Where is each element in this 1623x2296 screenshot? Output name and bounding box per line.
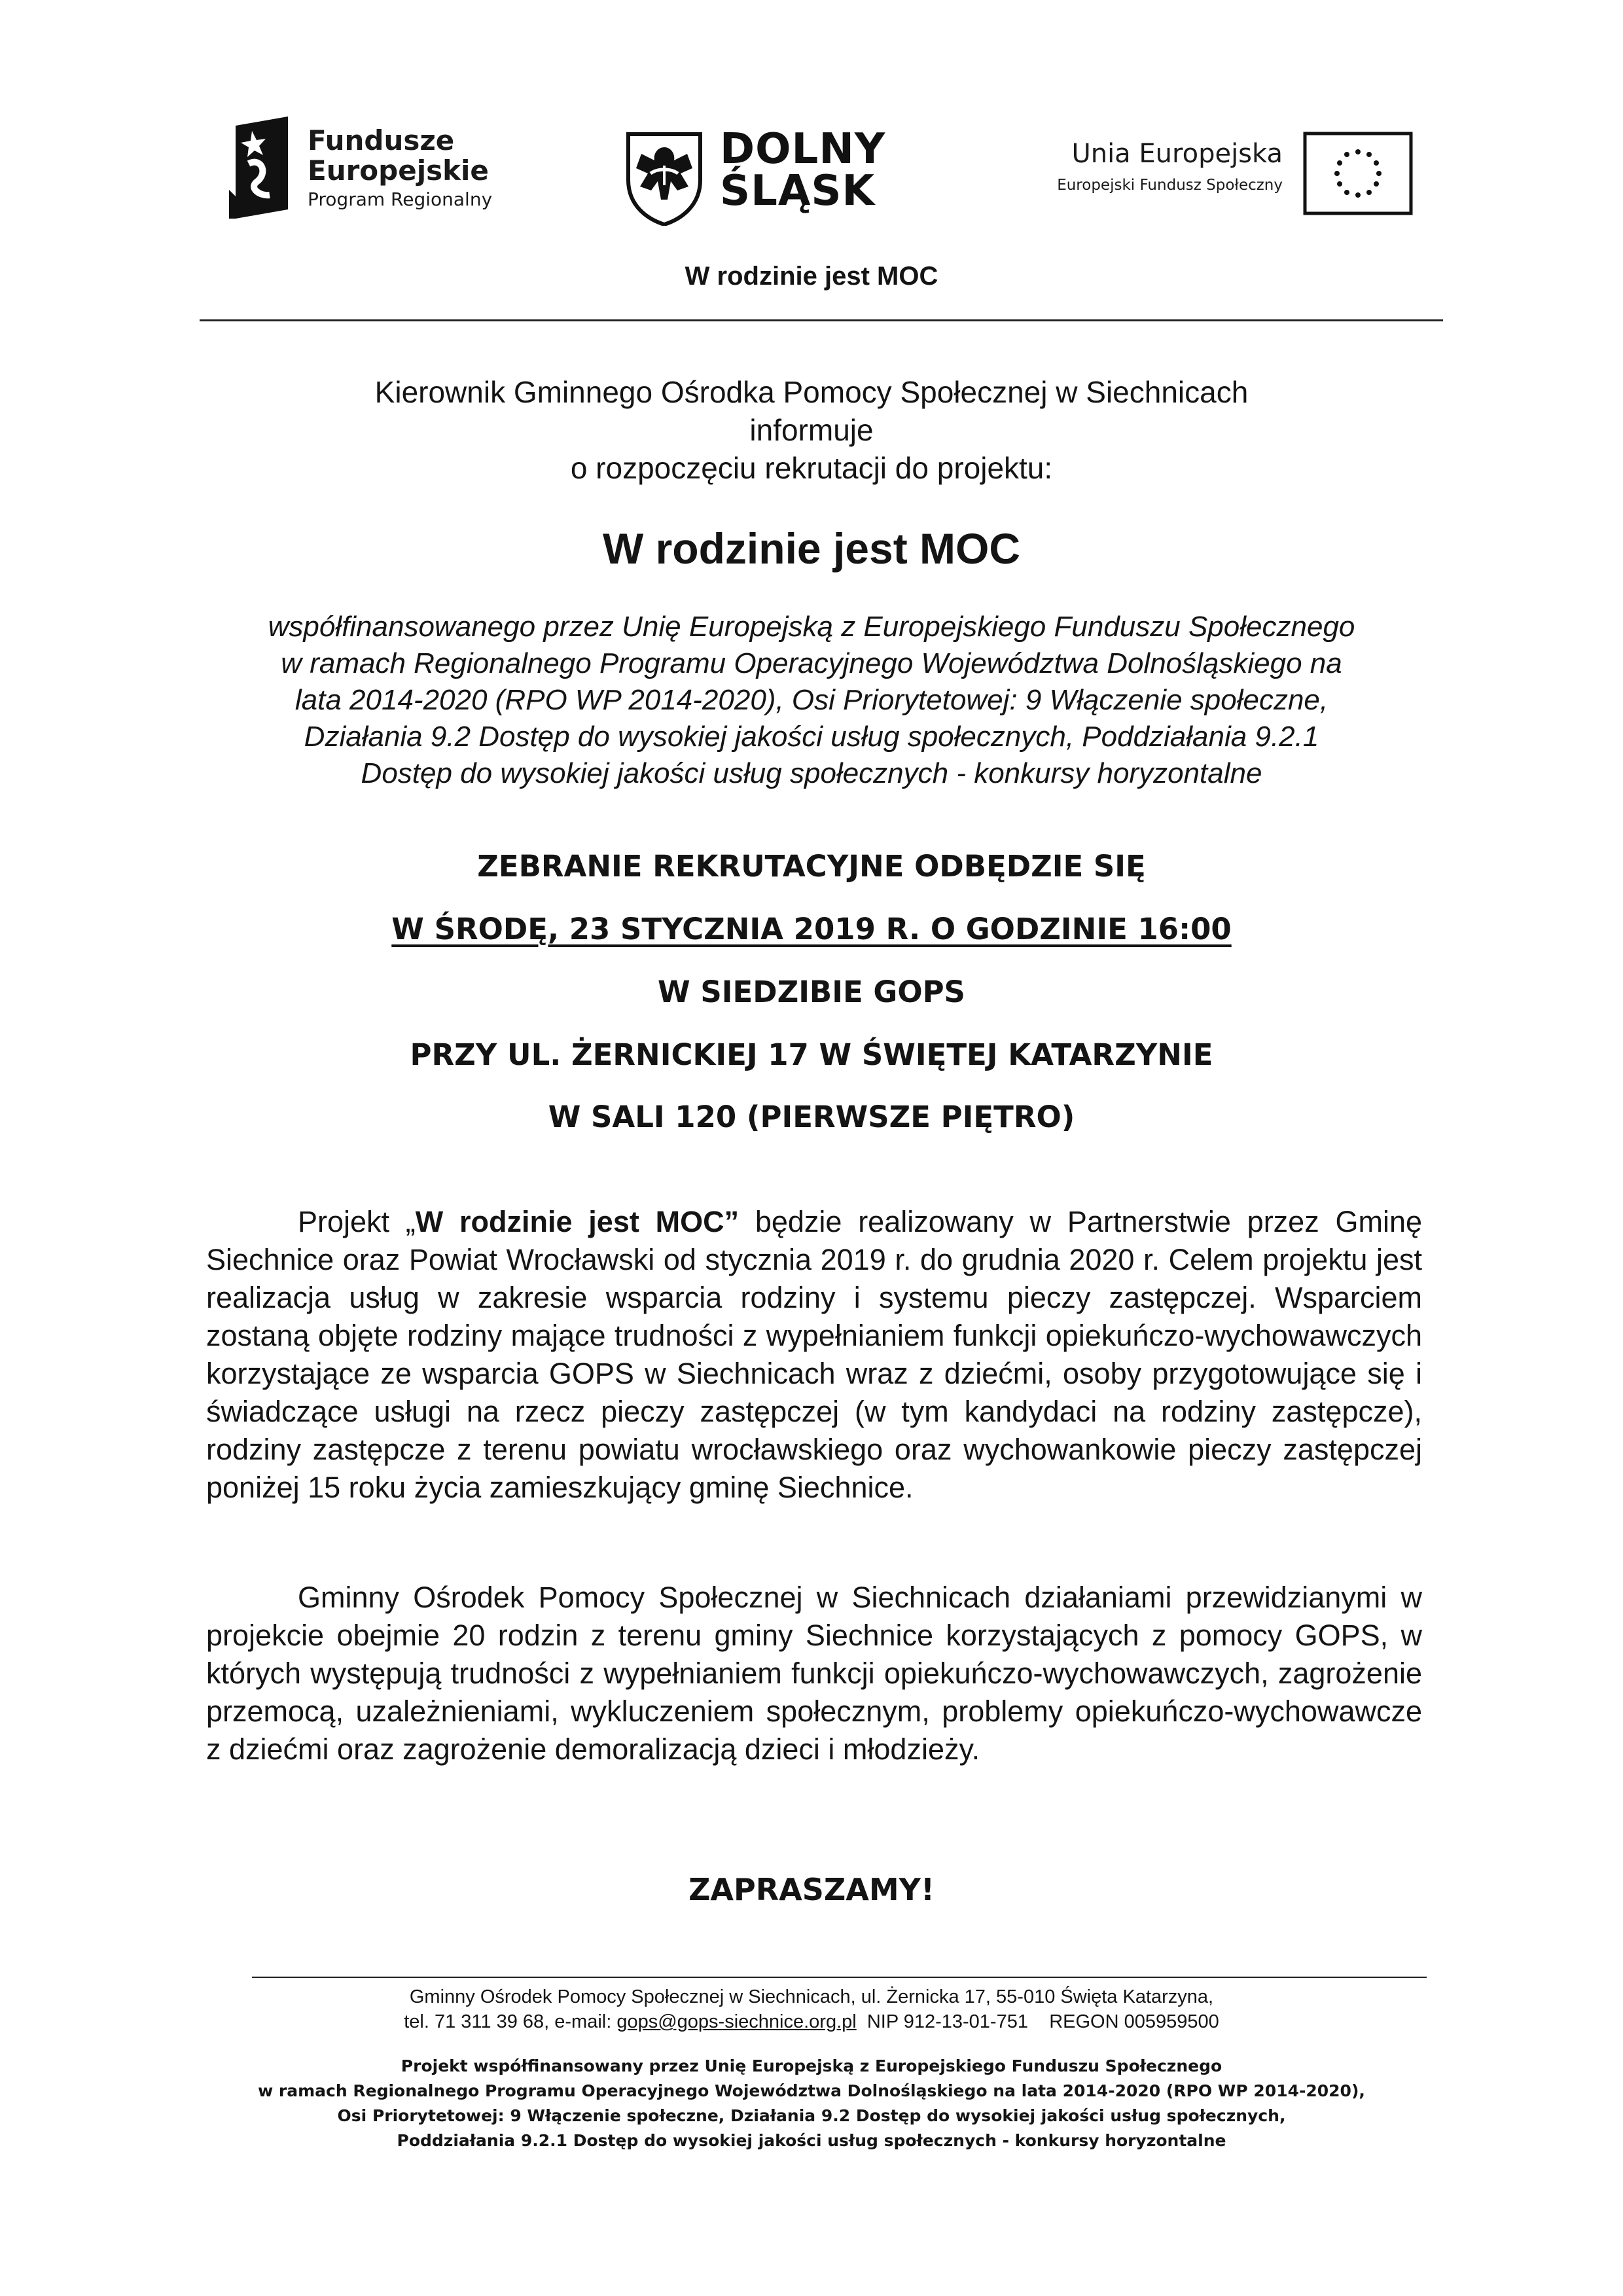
ds-line2: ŚLĄSK bbox=[720, 167, 876, 215]
footer-ids: NIP 912-13-01-751 REGON 005959500 bbox=[856, 2011, 1219, 2032]
cofinance-line: Działania 9.2 Dostęp do wysokiej jakości usług społecznych, Poddziałania 9.2.1 bbox=[304, 721, 1319, 753]
footer-address: Gminny Ośrodek Pomocy Społecznej w Siechnicach, ul. Żernicka 17, 55-010 Święta Katarzyna, bbox=[409, 1986, 1214, 2007]
cofinance-line: w ramach Regionalnego Programu Operacyjnego Województwa Dolnośląskiego na bbox=[281, 647, 1342, 679]
footer-project-line: Poddziałania 9.2.1 Dostęp do wysokiej jakości usług społecznych - konkursy horyzontalne bbox=[397, 2131, 1226, 2150]
footer-contact-line bbox=[0, 2009, 1623, 2034]
meeting-place: W SIEDZIBIE GOPS bbox=[658, 975, 965, 1009]
project-description-paragraph bbox=[206, 1203, 1422, 1507]
paragraph1-text: będzie realizowany w Partnerstwie przez Gminę Siechnice oraz Powiat Wrocławski od stycznia 2019 r. do grudnia 2020 r. Celem projektu jest realizacja usług w zakresie wsparcia rodziny i systemu pieczy zastępczej. Wsparciem zostaną objęte rodziny mające trudności z wypełnianiem funkcji opiekuńczo-wychowawczych korzystające ze wsparcia GOPS w Siechnicach wraz z dziećmi, osoby przygotowujące się i świadczące usługi na rzecz pieczy zastępczej (w tym kandydaci na rodziny zastępcze), rodziny zastępcze z terenu powiatu wrocławskiego oraz wychowankowie pieczy zastępczej poniżej 15 roku życia zamieszkujący gminę Siechnice. bbox=[206, 1205, 1422, 1504]
project-scope-paragraph bbox=[206, 1579, 1422, 1768]
footer-project-statement bbox=[0, 2054, 1623, 2153]
meeting-address: PRZY UL. ŻERNICKIEJ 17 W ŚWIĘTEJ KATARZYNIE bbox=[410, 1037, 1213, 1072]
paragraph1-prefix: Projekt „ bbox=[298, 1205, 416, 1238]
intro-line-1: Kierownik Gminnego Ośrodka Pomocy Społecznej w Siechnicach bbox=[374, 375, 1249, 409]
ue-line2: Europejski Fundusz Społeczny bbox=[1057, 177, 1283, 194]
paragraph2-text: Gminny Ośrodek Pomocy Społecznej w Siechnicach działaniami przewidzianymi w projekcie obejmie 20 rodzin z terenu gminy Siechnice korzystających z pomocy GOPS, w których występują trudności z wypełnianiem funkcji opiekuńczo-wychowawczych, zagrożenie przemocą, uzależnieniami, wykluczeniem społecznym, problemy opiekuńczo-wychowawcze z dziećmi oraz zagrożenie demoralizacją dzieci i młodzieży. bbox=[206, 1581, 1422, 1766]
fe-line1: Fundusze bbox=[308, 124, 455, 156]
cofinance-line: lata 2014-2020 (RPO WP 2014-2020), Osi Priorytetowej: 9 Włączenie społeczne, bbox=[294, 684, 1329, 716]
dolny-slask-logo bbox=[622, 125, 897, 226]
main-title: W rodzinie jest MOC bbox=[602, 524, 1021, 573]
unia-europejska-logo bbox=[1021, 131, 1414, 216]
intro-line-2: informuje bbox=[749, 413, 874, 447]
eu-flag-icon bbox=[1302, 131, 1414, 216]
ue-line1: Unia Europejska bbox=[1071, 139, 1283, 169]
footer-project-line: w ramach Regionalnego Programu Operacyjnego Województwa Dolnośląskiego na lata 2014-2020 (RPO WP 2014-2020), bbox=[258, 2081, 1365, 2100]
ds-line1: DOLNY bbox=[720, 125, 886, 173]
fe-line2: Europejskie bbox=[308, 154, 489, 187]
meeting-announcement: ZEBRANIE REKRUTACYJNE ODBĘDZIE SIĘ bbox=[477, 849, 1146, 884]
fundusze-europejskie-logo bbox=[223, 111, 524, 223]
header-divider bbox=[200, 319, 1443, 321]
cofinance-statement bbox=[0, 609, 1623, 792]
cofinance-line: Dostęp do wysokiej jakości usług społecznych - konkursy horyzontalne bbox=[361, 757, 1262, 789]
fe-star-flag-icon bbox=[223, 111, 294, 223]
cofinance-line: współfinansowanego przez Unię Europejską z Europejskiego Funduszu Społecznego bbox=[268, 611, 1355, 643]
intro-line-3: o rozpoczęciu rekrutacji do projektu: bbox=[570, 451, 1053, 485]
footer-email-link[interactable]: gops@gops-siechnice.org.pl bbox=[616, 2011, 857, 2032]
invitation: ZAPRASZAMY! bbox=[688, 1872, 935, 1907]
eagle-coat-of-arms-icon bbox=[622, 128, 707, 226]
project-header: W rodzinie jest MOC bbox=[685, 262, 938, 291]
footer-divider bbox=[252, 1977, 1427, 1978]
footer-contact bbox=[0, 1984, 1623, 2034]
fe-line3: Program Regionalny bbox=[308, 188, 493, 210]
meeting-date-time: W ŚRODĘ, 23 STYCZNIA 2019 R. O GODZINIE 16:00 bbox=[391, 912, 1232, 946]
meeting-room: W SALI 120 (PIERWSZE PIĘTRO) bbox=[548, 1100, 1075, 1134]
footer-phone: tel. 71 311 39 68, e-mail: bbox=[404, 2011, 617, 2032]
footer-project-line: Osi Priorytetowej: 9 Włączenie społeczne, Działania 9.2 Dostęp do wysokiej jakości usług społecznych, bbox=[337, 2106, 1286, 2125]
footer-project-line: Projekt współfinansowany przez Unię Europejską z Europejskiego Funduszu Społecznego bbox=[401, 2056, 1222, 2075]
paragraph1-project-name: W rodzinie jest MOC” bbox=[415, 1205, 740, 1238]
